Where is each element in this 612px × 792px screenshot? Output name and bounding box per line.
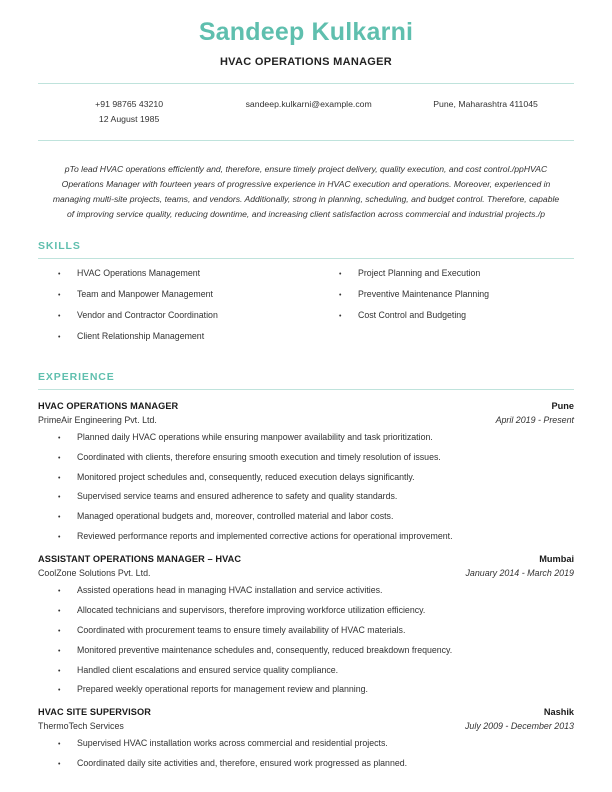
list-item: [58, 758, 574, 770]
experience-entry-subheader: [38, 415, 574, 425]
job-bullet: Handled client escalations and ensured service quality compliance.: [77, 664, 339, 675]
skills-column-left: [38, 268, 306, 352]
resume-header: [38, 0, 574, 68]
list-item: [58, 268, 306, 280]
job-bullet: Prepared weekly operational reports for management review and planning.: [77, 684, 368, 695]
bullet-icon: •: [339, 313, 342, 321]
list-item: [58, 452, 574, 464]
bullet-icon: •: [58, 292, 61, 300]
experience-entry: [38, 401, 574, 543]
job-bullet: Monitored project schedules and, consequently, reduced execution delays significantly.: [77, 471, 415, 482]
list-item: [58, 531, 574, 543]
skill-label: Team and Manpower Management: [77, 289, 213, 300]
list-item: [58, 585, 574, 597]
bullet-icon: •: [58, 313, 61, 321]
contact-col-email: [220, 97, 397, 127]
job-bullet: Allocated technicians and supervisors, therefore improving workforce utilization efficiency.: [77, 604, 426, 615]
experience-section-divider: [38, 389, 574, 390]
job-bullet: Coordinated with procurement teams to ensure timely availability of HVAC materials.: [77, 624, 406, 635]
job-location: Nashik: [543, 707, 574, 718]
bullet-icon: •: [58, 588, 61, 596]
job-position: ASSISTANT OPERATIONS MANAGER – HVAC: [38, 554, 242, 565]
contact-location: Pune, Maharashtra 411045: [433, 98, 538, 109]
list-item: [58, 472, 574, 484]
job-dates: April 2019 - Present: [495, 414, 574, 425]
list-item: [58, 331, 306, 343]
job-location: Mumbai: [539, 554, 574, 565]
contact-email[interactable]: sandeep.kulkarni@example.com: [245, 98, 372, 109]
contact-divider: [38, 140, 574, 141]
contact-phone[interactable]: +91 98765 43210: [95, 98, 164, 109]
bullet-icon: •: [58, 627, 61, 635]
job-company: PrimeAir Engineering Pvt. Ltd.: [38, 414, 157, 425]
job-bullet: Planned daily HVAC operations while ensuring manpower availability and task prioritization.: [77, 431, 433, 442]
bullet-icon: •: [339, 292, 342, 300]
experience-section: [38, 371, 574, 770]
list-item: [58, 645, 574, 657]
bullet-icon: •: [58, 434, 61, 442]
skill-label: Cost Control and Budgeting: [358, 310, 467, 321]
experience-entry-subheader: [38, 568, 574, 578]
list-item: [339, 310, 574, 322]
skill-label: Project Planning and Execution: [358, 268, 481, 279]
bullet-icon: •: [58, 607, 61, 615]
list-item: [58, 625, 574, 637]
experience-entry-subheader: [38, 721, 574, 731]
job-bullet: Assisted operations head in managing HVAC installation and service activities.: [77, 585, 383, 596]
bullet-icon: •: [58, 474, 61, 482]
bullet-icon: •: [58, 647, 61, 655]
list-item: [58, 289, 306, 301]
skill-label: Vendor and Contractor Coordination: [77, 310, 218, 321]
list-item: [58, 491, 574, 503]
job-bullet-list: [38, 738, 574, 770]
job-bullet: Supervised service teams and ensured adherence to safety and quality standards.: [77, 491, 398, 502]
candidate-job-title: HVAC OPERATIONS MANAGER: [219, 55, 393, 68]
job-dates: January 2014 - March 2019: [465, 568, 574, 579]
experience-entry: [38, 707, 574, 770]
list-item: [58, 511, 574, 523]
bullet-icon: •: [58, 687, 61, 695]
experience-entry: [38, 554, 574, 696]
experience-entry-header: [38, 554, 574, 564]
bullet-icon: •: [339, 271, 342, 279]
contact-col-location: [397, 97, 574, 127]
list-item: [58, 738, 574, 750]
job-bullet-list: [38, 432, 574, 543]
job-company: CoolZone Solutions Pvt. Ltd.: [38, 568, 151, 579]
skills-columns: [38, 268, 574, 352]
professional-summary: pTo lead HVAC operations efficiently and, therefore, ensure timely project delivery, quality execution, and cost control./ppHVAC Operations Manager with fourteen years of progressive experience in HVAC execution and operations. Moreover, experienced in managing multi-site projects, teams, and vendors. Additionally, strong in planning, scheduling, and budget control. Therefore, capable of improving service quality, reducing downtime, and increasing client satisfaction across commercial and industrial projects./p: [52, 164, 560, 219]
bullet-icon: •: [58, 667, 61, 675]
skill-label: Preventive Maintenance Planning: [358, 289, 490, 300]
job-location: Pune: [551, 400, 574, 411]
bullet-icon: •: [58, 454, 61, 462]
job-bullet-list: [38, 585, 574, 696]
bullet-icon: •: [58, 761, 61, 769]
skill-label: Client Relationship Management: [77, 330, 205, 341]
list-item: [58, 310, 306, 322]
skill-label: HVAC Operations Management: [77, 268, 201, 279]
job-bullet: Monitored preventive maintenance schedules and, consequently, reduced breakdown frequency.: [77, 644, 453, 655]
bullet-icon: •: [58, 741, 61, 749]
job-position: HVAC OPERATIONS MANAGER: [38, 400, 179, 411]
skills-section-title: SKILLS: [38, 240, 81, 253]
bullet-icon: •: [58, 534, 61, 542]
experience-entry-header: [38, 707, 574, 717]
experience-section-title: EXPERIENCE: [38, 370, 115, 383]
job-bullet: Managed operational budgets and, moreover, controlled material and labor costs.: [77, 511, 394, 522]
skills-section: [38, 240, 574, 352]
list-item: [58, 684, 574, 696]
bullet-icon: •: [58, 271, 61, 279]
contact-date-of-birth: 12 August 1985: [98, 113, 160, 124]
bullet-icon: •: [58, 514, 61, 522]
job-bullet: Reviewed performance reports and implemented corrective actions for operational improvement.: [77, 531, 453, 542]
list-item: [58, 432, 574, 444]
job-bullet: Supervised HVAC installation works across commercial and residential projects.: [77, 738, 388, 749]
job-position: HVAC SITE SUPERVISOR: [38, 707, 151, 718]
candidate-name: Sandeep Kulkarni: [198, 18, 414, 46]
bullet-icon: •: [58, 494, 61, 502]
skills-column-right: [306, 268, 574, 352]
bullet-icon: •: [58, 333, 61, 341]
job-company: ThermoTech Services: [38, 721, 124, 732]
skills-section-divider: [38, 258, 574, 259]
job-bullet: Coordinated with clients, therefore ensuring smooth execution and timely resolution of issues.: [77, 451, 441, 462]
list-item: [58, 665, 574, 677]
contact-col-primary: [38, 97, 220, 127]
experience-entry-header: [38, 401, 574, 411]
contact-row: [38, 84, 574, 127]
list-item: [339, 289, 574, 301]
list-item: [339, 268, 574, 280]
list-item: [58, 605, 574, 617]
job-bullet: Coordinated daily site activities and, therefore, ensured work progressed as planned.: [77, 758, 408, 769]
job-dates: July 2009 - December 2013: [464, 721, 574, 732]
